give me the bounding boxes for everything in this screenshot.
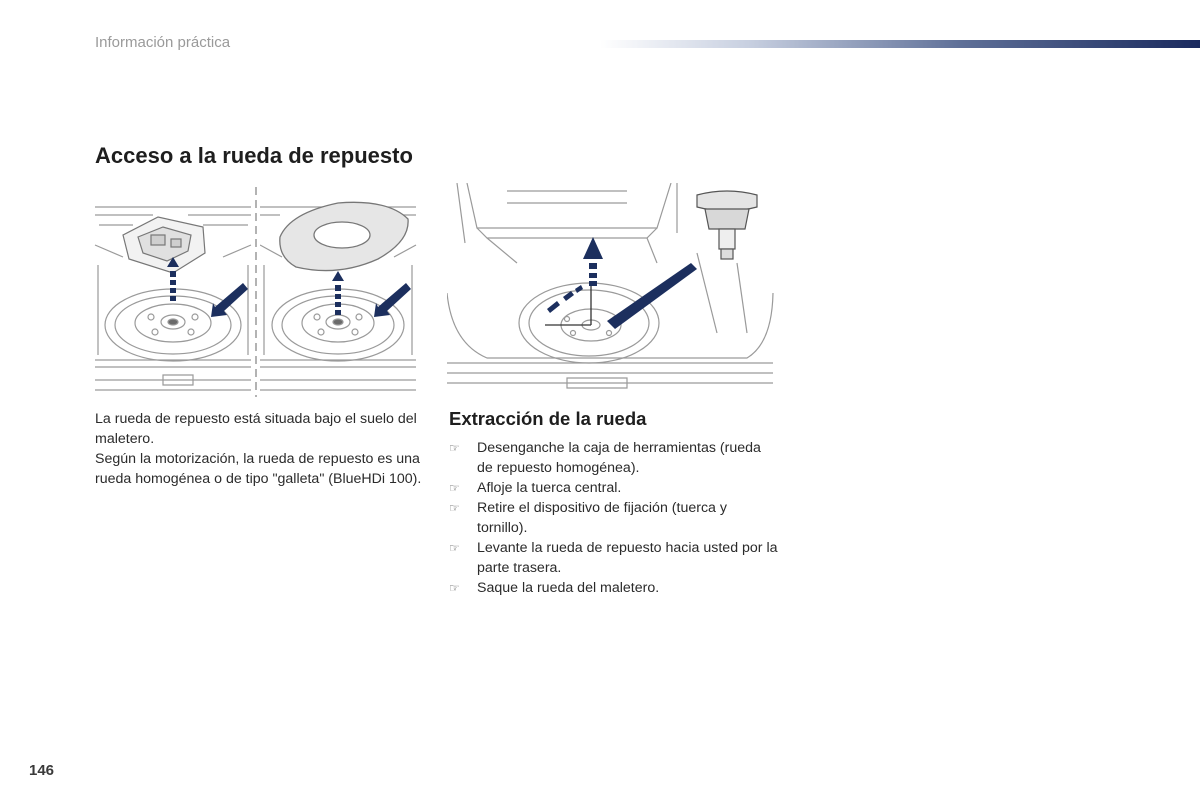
extraction-title: Extracción de la rueda	[449, 408, 647, 429]
extraction-step	[449, 538, 779, 578]
cover-illustration	[260, 185, 418, 397]
extraction-step-text: Afloje la tuerca central.	[477, 480, 622, 496]
trunk-illustration	[447, 183, 775, 399]
intro-paragraph-location: La rueda de repuesto está situada bajo el suelo del maletero.	[95, 411, 417, 447]
figure-divider	[254, 187, 258, 397]
extraction-step	[449, 438, 779, 478]
pointing-hand-icon: ☞	[449, 481, 460, 495]
page-title: Acceso a la rueda de repuesto	[95, 143, 413, 168]
pointing-hand-icon: ☞	[449, 501, 460, 515]
extraction-step-text: Desenganche la caja de herramientas (rueda de repuesto homogénea).	[477, 440, 761, 476]
section-label: Información práctica	[95, 34, 231, 51]
extraction-step	[449, 578, 779, 598]
spare-wheel-fixing-figure	[447, 183, 775, 399]
extraction-steps	[449, 438, 779, 598]
page-number: 146	[29, 762, 55, 779]
spare-wheel-cover-figure	[260, 185, 418, 397]
extraction-step-text: Saque la rueda del maletero.	[477, 580, 660, 596]
pointing-hand-icon: ☞	[449, 541, 460, 555]
toolbox-illustration	[93, 185, 253, 397]
intro-text	[95, 409, 435, 489]
extraction-step	[449, 478, 779, 498]
pointing-hand-icon: ☞	[449, 581, 460, 595]
spare-wheel-toolbox-figure	[93, 185, 253, 397]
extraction-step	[449, 498, 779, 538]
extraction-step-text: Levante la rueda de repuesto hacia usted por la parte trasera.	[477, 540, 778, 576]
extraction-step-text: Retire el dispositivo de fijación (tuerca y tornillo).	[477, 500, 727, 536]
pointing-hand-icon: ☞	[449, 441, 460, 455]
intro-paragraph-types: Según la motorización, la rueda de repuesto es una rueda homogénea o de tipo "galleta" (BlueHDi 100).	[95, 451, 422, 487]
header-accent-bar	[600, 40, 1200, 48]
